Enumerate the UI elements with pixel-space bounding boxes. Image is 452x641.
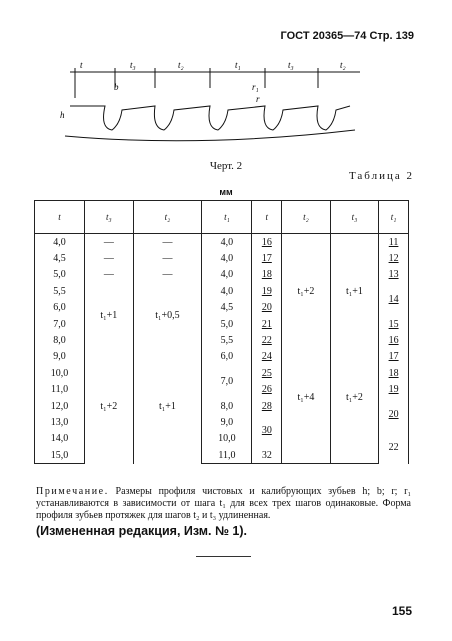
cell: 16 [379, 332, 409, 348]
cell: — [85, 267, 133, 283]
note-text: Размеры профиля чистовых и калибрующих зубьев h; b; r; r₁ устанавливаются в зависимости от шага t₁ для всех трех шагов одинаковые. Форма профиля зубьев протяжек для шагов t₂ и t₃ удлиненная. [36, 486, 411, 521]
tooth-profile-drawing [60, 58, 370, 158]
cell [282, 447, 330, 464]
divider [196, 556, 251, 557]
figure-label-h: h [60, 110, 65, 120]
cell: 15 [379, 316, 409, 332]
cell: 10,0 [202, 431, 252, 447]
pitch-table [34, 200, 409, 464]
cell: 9,0 [202, 414, 252, 430]
cell: 4,0 [202, 234, 252, 251]
cell: 21 [252, 316, 282, 332]
amendment-note: (Измененная редакция, Изм. № 1). [36, 524, 247, 538]
cell: 18 [379, 365, 409, 381]
cell: t₁+4 [282, 349, 330, 447]
cell: t₁+2 [282, 234, 330, 349]
cell: t₁+1 [133, 349, 202, 464]
figure-label-t2b: t₂ [340, 60, 346, 70]
col-header: t₃ [85, 201, 133, 234]
col-header: t [35, 201, 85, 234]
cell: 30 [252, 414, 282, 447]
cell: 8,0 [202, 398, 252, 414]
note-lead: Примечание. [36, 486, 109, 497]
page-number: 155 [391, 604, 412, 618]
cell: 4,0 [202, 267, 252, 283]
cell: 5,5 [202, 332, 252, 348]
cell: 12,0 [35, 398, 85, 414]
cell: 32 [252, 447, 282, 464]
cell: 7,0 [202, 365, 252, 398]
cell: t₁+1 [85, 283, 133, 349]
cell: 7,0 [35, 316, 85, 332]
cell: — [85, 250, 133, 266]
cell: 17 [379, 349, 409, 365]
cell: 14,0 [35, 431, 85, 447]
figure-label-t1: t₁ [235, 60, 241, 70]
col-header: t₂ [282, 201, 330, 234]
cell: — [133, 267, 202, 283]
cell: — [133, 250, 202, 266]
cell: t₁+2 [330, 349, 378, 447]
figure-label-t2: t₂ [178, 60, 184, 70]
cell: 22 [252, 332, 282, 348]
cell: 4,0 [202, 283, 252, 299]
table-caption: Таблица 2 [348, 170, 414, 182]
cell: 17 [252, 250, 282, 266]
table-note [36, 486, 411, 522]
cell: 11,0 [202, 447, 252, 464]
figure-caption: Черт. 2 [209, 160, 243, 172]
cell: 14 [379, 283, 409, 316]
figure-label-r1: r₁ [252, 82, 259, 92]
cell: 28 [252, 398, 282, 414]
cell: 16 [252, 234, 282, 251]
cell: 5,5 [35, 283, 85, 299]
cell: 26 [252, 382, 282, 398]
figure-label-t3: t₃ [130, 60, 136, 70]
cell: 6,0 [35, 300, 85, 316]
cell: 11 [379, 234, 409, 251]
cell: t₁+2 [85, 349, 133, 464]
cell: t₁+0,5 [133, 283, 202, 349]
cell: 5,0 [202, 316, 252, 332]
cell: 11,0 [35, 382, 85, 398]
cell: 18 [252, 267, 282, 283]
cell: 4,5 [35, 250, 85, 266]
cell: 4,0 [202, 250, 252, 266]
page-header: ГОСТ 20365—74 Стр. 139 [280, 30, 414, 42]
cell [330, 447, 378, 464]
cell: — [133, 234, 202, 251]
cell: 9,0 [35, 349, 85, 365]
cell: 4,5 [202, 300, 252, 316]
cell: t₁+1 [330, 234, 378, 349]
cell: 25 [252, 365, 282, 381]
cell: 19 [252, 283, 282, 299]
cell: 13,0 [35, 414, 85, 430]
cell: 8,0 [35, 332, 85, 348]
figure-label-t3b: t₃ [288, 60, 294, 70]
cell: 12 [379, 250, 409, 266]
cell: 10,0 [35, 365, 85, 381]
col-header: t₁ [379, 201, 409, 234]
cell: 13 [379, 267, 409, 283]
cell: 5,0 [35, 267, 85, 283]
cell: 15,0 [35, 447, 85, 464]
col-header: t₁ [202, 201, 252, 234]
cell: 20 [379, 398, 409, 431]
figure-label-t: t [80, 60, 83, 70]
cell: 19 [379, 382, 409, 398]
cell: 6,0 [202, 349, 252, 365]
col-header: t₂ [133, 201, 202, 234]
cell: 24 [252, 349, 282, 365]
col-header: t [252, 201, 282, 234]
cell: 22 [379, 431, 409, 464]
col-header: t₃ [330, 201, 378, 234]
cell: 20 [252, 300, 282, 316]
cell: — [85, 234, 133, 251]
figure-label-b: b [114, 82, 119, 92]
figure-label-r: r [256, 94, 260, 104]
table-unit: мм [219, 187, 233, 197]
cell: 4,0 [35, 234, 85, 251]
